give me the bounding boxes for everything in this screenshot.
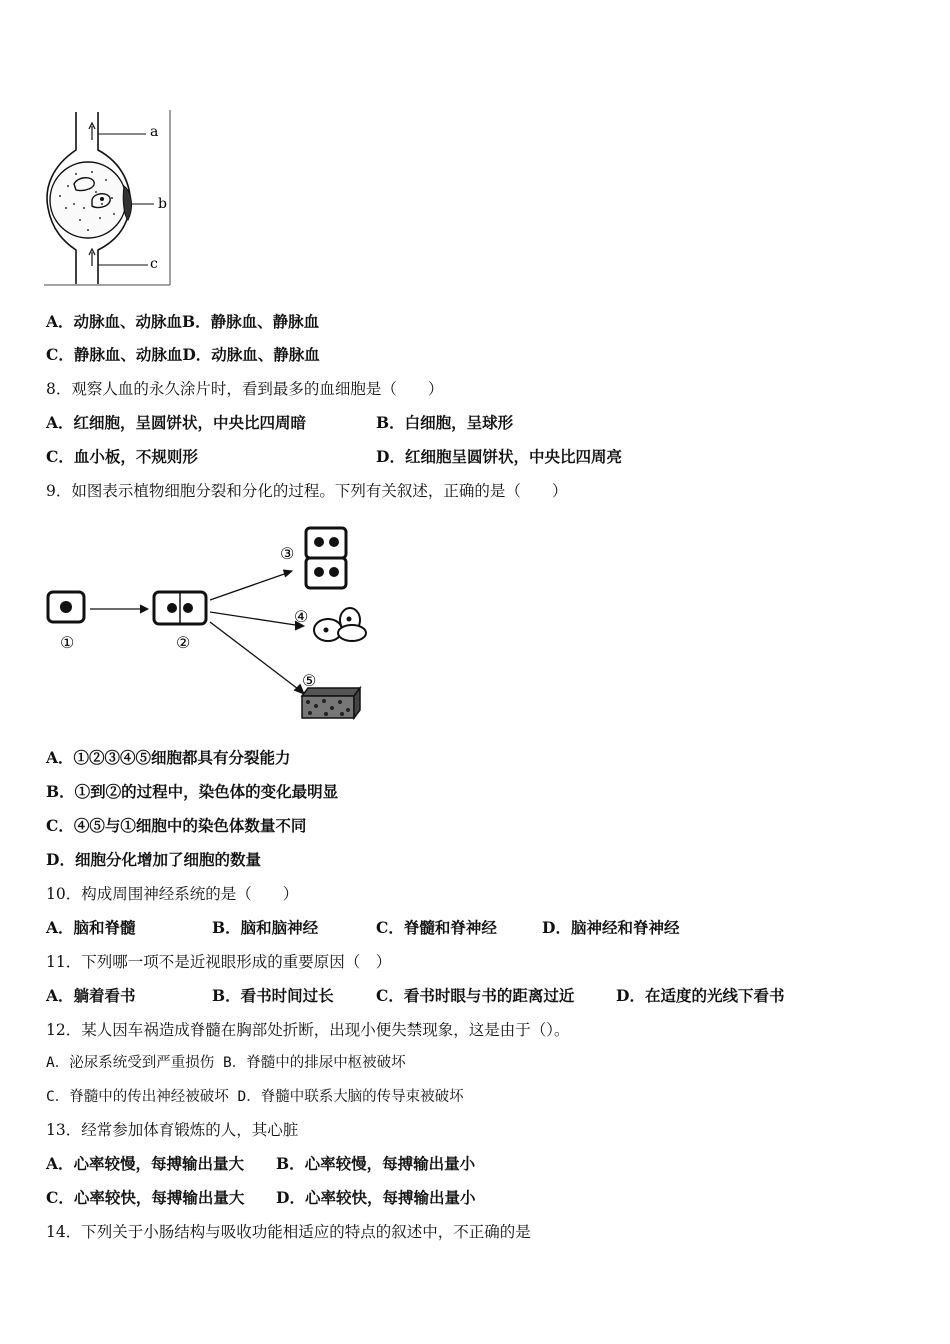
q10-option-a: A．脑和脊髓 [46,918,136,937]
q11-stem: 11．下列哪一项不是近视眼形成的重要原因（ ） [46,953,392,971]
q11-option-b: B．看书时间过长 [212,986,334,1005]
q7-option-d: D．动脉血、静脉血 [182,345,320,364]
label-a: a [150,124,159,140]
q8-stem: 8．观察人血的永久涂片时，看到最多的血细胞是（ ） [46,380,444,398]
q11-option-c: C．看书时眼与书的距离过近 [376,986,575,1005]
q12-stem: 12．某人因车祸造成脊髓在胸部处折断，出现小便失禁现象，这是由于（）。 [46,1021,570,1039]
q13-option-b: B．心率较慢，每搏输出量小 [276,1154,476,1173]
q7-option-a: A．动脉血、动脉血 [46,312,183,331]
fig-label-1: ① [60,633,75,652]
q10-option-c: C．脊髓和脊神经 [376,918,497,937]
q8-option-a: A．红细胞，呈圆饼状，中央比四周暗 [46,413,307,432]
label-b: b [158,196,167,212]
capillary-diagram [40,108,180,288]
q9-option-a: A．①②③④⑤细胞都具有分裂能力 [46,748,291,767]
fig-label-3: ③ [280,544,295,563]
q13-option-c: C．心率较快，每搏输出量大 [46,1188,245,1207]
cell-division-diagram [40,520,370,730]
label-c: c [150,256,158,272]
q11-option-d: D．在适度的光线下看书 [616,986,785,1005]
q12-options-row2: C．脊髓中的传出神经被破坏 D．脊髓中联系大脑的传导束被破坏 [46,1089,464,1105]
q12-options-row1: A．泌尿系统受到严重损伤 B．脊髓中的排尿中枢被破坏 [46,1055,406,1071]
q10-option-b: B．脑和脑神经 [212,918,319,937]
q7-options-row2 [46,345,320,365]
q11-option-a: A．躺着看书 [46,986,136,1005]
q8-option-d: D．红细胞呈圆饼状，中央比四周亮 [376,447,622,466]
fig-label-5: ⑤ [302,671,317,690]
q13-option-a: A．心率较慢，每搏输出量大 [46,1154,245,1173]
fig-label-2: ② [176,633,191,652]
q9-stem: 9．如图表示植物细胞分裂和分化的过程。下列有关叙述，正确的是（ ） [46,482,568,500]
q9-option-c: C．④⑤与①细胞中的染色体数量不同 [46,816,307,835]
q10-option-d: D．脑神经和脊神经 [542,918,680,937]
q9-option-b: B．①到②的过程中，染色体的变化最明显 [46,782,339,801]
q13-stem: 13．经常参加体育锻炼的人，其心脏 [46,1121,299,1139]
q14-stem: 14．下列关于小肠结构与吸收功能相适应的特点的叙述中，不正确的是 [46,1223,531,1241]
q13-option-d: D．心率较快，每搏输出量小 [276,1188,476,1207]
q9-option-d: D．细胞分化增加了细胞的数量 [46,850,261,869]
q10-stem: 10．构成周围神经系统的是（ ） [46,885,299,903]
q8-option-c: C．血小板，不规则形 [46,447,198,466]
fig-label-4: ④ [294,607,309,626]
q7-option-b: B．静脉血、静脉血 [182,312,320,331]
q7-option-c: C．静脉血、动脉血 [46,345,183,364]
q8-option-b: B．白细胞，呈球形 [376,413,514,432]
q7-options-row1 [46,312,319,332]
